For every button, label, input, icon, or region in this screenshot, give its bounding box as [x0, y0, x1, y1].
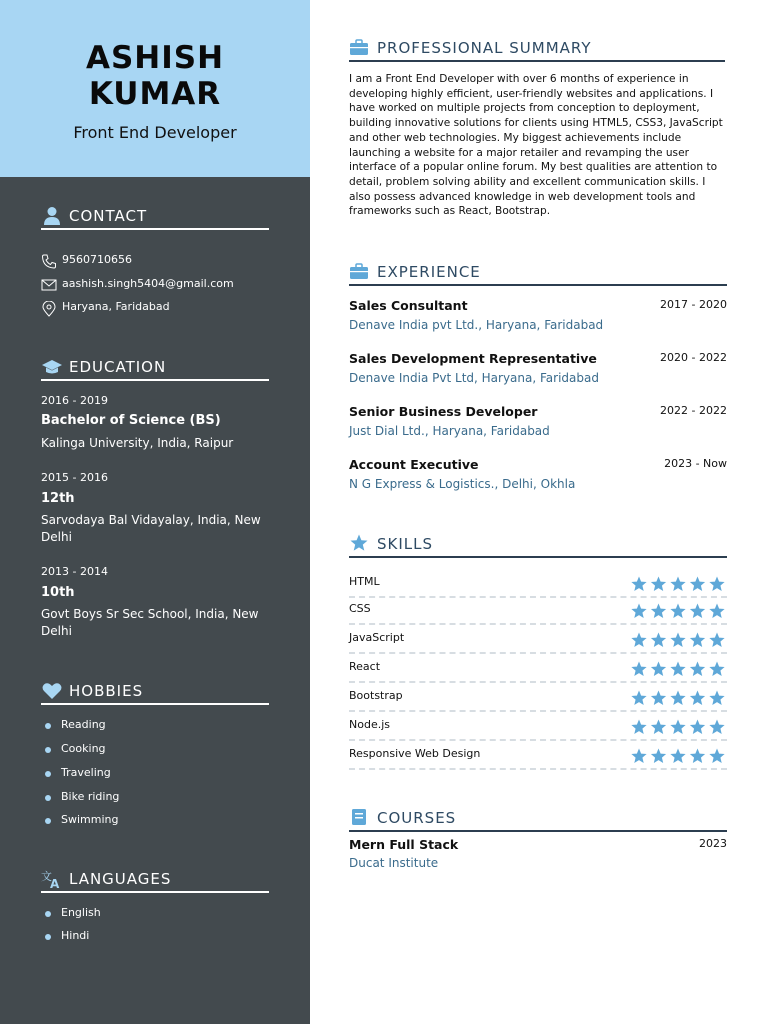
skills-heading [349, 530, 727, 558]
hobby-label: Cooking [61, 742, 106, 755]
skill-row [349, 741, 727, 770]
star-icon [670, 633, 685, 647]
bullet-dot [45, 818, 51, 824]
star-icon [709, 749, 724, 763]
skill-row [349, 654, 727, 683]
skill-row [349, 569, 727, 598]
star-icon [709, 577, 724, 591]
job-dates: 2017 - 2020 [660, 298, 727, 311]
course-title: Mern Full Stack [349, 837, 459, 852]
star-icon [631, 577, 646, 591]
summary-title: PROFESSIONAL SUMMARY [377, 39, 592, 57]
skill-name: Node.js [349, 718, 390, 731]
language-item [45, 929, 265, 945]
hobbies-heading [41, 679, 269, 705]
job-dates: 2022 - 2022 [660, 404, 727, 417]
star-icon [670, 604, 685, 618]
star-rating [631, 748, 725, 764]
job-title: Account Executive [349, 457, 479, 472]
star-icon [631, 633, 646, 647]
person-icon [41, 206, 63, 226]
hobby-item [45, 813, 265, 829]
star-icon [651, 720, 666, 734]
star-icon [631, 691, 646, 705]
star-icon [709, 720, 724, 734]
star-icon [349, 534, 369, 552]
star-rating [631, 632, 725, 648]
star-icon [631, 749, 646, 763]
email-text: aashish.singh5404@gmail.com [62, 277, 234, 290]
hobby-label: Swimming [61, 813, 119, 826]
star-icon [709, 691, 724, 705]
star-icon [651, 604, 666, 618]
star-icon [670, 720, 685, 734]
languages-heading [41, 867, 269, 893]
hobby-label: Reading [61, 718, 106, 731]
location-text: Haryana, Faridabad [62, 300, 170, 313]
courses-heading [349, 804, 727, 832]
job-role: Front End Developer [73, 123, 237, 142]
star-icon [690, 720, 705, 734]
star-icon [651, 662, 666, 676]
courses-title: COURSES [377, 809, 457, 827]
svg-text:A: A [50, 877, 60, 889]
star-icon [690, 691, 705, 705]
star-icon [690, 633, 705, 647]
phone-icon [41, 254, 57, 269]
skill-name: CSS [349, 602, 371, 615]
job-dates: 2023 - Now [664, 457, 727, 470]
hobby-item [45, 718, 265, 734]
education-school: Sarvodaya Bal Vidayalay, India, New Delhi [41, 513, 261, 544]
education-dates: 2013 - 2014 [41, 565, 108, 578]
job-company: Denave India Pvt Ltd, Haryana, Faridabad [349, 371, 599, 385]
job-dates: 2020 - 2022 [660, 351, 727, 364]
skill-name: Bootstrap [349, 689, 403, 702]
phone-text: 9560710656 [62, 253, 132, 266]
skill-name: Responsive Web Design [349, 747, 481, 760]
education-dates: 2016 - 2019 [41, 394, 108, 407]
education-dates: 2015 - 2016 [41, 471, 108, 484]
skill-row [349, 596, 727, 625]
education-school: Kalinga University, India, Raipur [41, 436, 234, 450]
star-icon [690, 604, 705, 618]
job-title: Sales Development Representative [349, 351, 597, 366]
language-label: Hindi [61, 929, 90, 942]
skill-name: React [349, 660, 381, 673]
star-icon [651, 691, 666, 705]
hobby-label: Traveling [61, 766, 111, 779]
bullet-dot [45, 771, 51, 777]
star-icon [631, 720, 646, 734]
skills-title: SKILLS [377, 535, 434, 553]
star-icon [670, 749, 685, 763]
experience-heading [349, 258, 727, 286]
contact-heading [41, 204, 269, 230]
hobby-item [45, 790, 265, 806]
first-name: ASHISH [85, 40, 225, 76]
education-degree: 10th [41, 585, 75, 600]
skill-name: HTML [349, 575, 380, 588]
hobbies-title: HOBBIES [69, 682, 144, 700]
bullet-dot [45, 911, 51, 917]
hobby-item [45, 766, 265, 782]
skill-row [349, 712, 727, 741]
job-title: Sales Consultant [349, 298, 468, 313]
star-icon [709, 633, 724, 647]
job-company: Just Dial Ltd., Haryana, Faridabad [349, 424, 550, 438]
graduation-cap-icon [41, 357, 63, 377]
job-company: N G Express & Logistics., Delhi, Okhla [349, 477, 576, 491]
skill-name: JavaScript [349, 631, 405, 644]
bullet-dot [45, 723, 51, 729]
star-rating [631, 690, 725, 706]
education-degree: 12th [41, 491, 75, 506]
summary-text: I am a Front End Developer with over 6 months of experience in developing highly efficient, user-friendly websites and applications. I have worked on multiple projects from conception to deployment, building innovative solutions for clients using HTML5, CSS3, JavaScript and other web technologies. My biggest achievements include launching a website for a major retailer and revamping the user interface of a popular online forum. My best qualities are attention to detail, problem solving ability and excellent communication skills. I also possess advanced knowledge in web development tools and frameworks such as React, Bootstrap. [349, 73, 723, 218]
svg-text:文: 文 [41, 870, 52, 883]
hobby-item [45, 742, 265, 758]
education-title: EDUCATION [69, 358, 167, 376]
job-title: Senior Business Developer [349, 404, 538, 419]
full-name [0, 40, 310, 112]
star-icon [709, 604, 724, 618]
language-label: English [61, 906, 101, 919]
course-date: 2023 [699, 837, 727, 850]
email-icon [41, 278, 57, 292]
star-icon [690, 749, 705, 763]
star-icon [631, 662, 646, 676]
star-icon [651, 577, 666, 591]
star-icon [631, 604, 646, 618]
star-icon [670, 577, 685, 591]
contact-phone[interactable] [41, 253, 281, 271]
hobby-label: Bike riding [61, 790, 120, 803]
star-icon [670, 691, 685, 705]
language-item [45, 906, 265, 922]
star-icon [690, 577, 705, 591]
experience-title: EXPERIENCE [377, 263, 481, 281]
name-header [0, 0, 310, 177]
star-rating [631, 719, 725, 735]
bullet-dot [45, 747, 51, 753]
star-icon [651, 749, 666, 763]
star-icon [690, 662, 705, 676]
contact-title: CONTACT [69, 207, 148, 225]
briefcase-icon [349, 38, 369, 56]
job-company: Denave India pvt Ltd., Haryana, Faridabad [349, 318, 604, 332]
heart-icon [41, 681, 63, 701]
skill-row [349, 683, 727, 712]
star-rating [631, 576, 725, 592]
star-icon [670, 662, 685, 676]
translate-icon [41, 869, 63, 889]
skill-row [349, 625, 727, 654]
summary-heading [349, 34, 725, 62]
location-pin-icon [41, 301, 57, 317]
contact-location [41, 300, 281, 318]
star-icon [651, 633, 666, 647]
star-rating [631, 603, 725, 619]
star-rating [631, 661, 725, 677]
last-name: KUMAR [88, 76, 222, 112]
education-degree: Bachelor of Science (BS) [41, 413, 221, 428]
briefcase-icon [349, 262, 369, 280]
education-school: Govt Boys Sr Sec School, India, New Delhi [41, 607, 259, 638]
contact-email[interactable] [41, 277, 281, 295]
languages-title: LANGUAGES [69, 870, 172, 888]
course-institute: Ducat Institute [349, 856, 439, 870]
bullet-dot [45, 795, 51, 801]
bullet-dot [45, 934, 51, 940]
education-heading [41, 355, 269, 381]
star-icon [709, 662, 724, 676]
book-icon [349, 808, 369, 826]
